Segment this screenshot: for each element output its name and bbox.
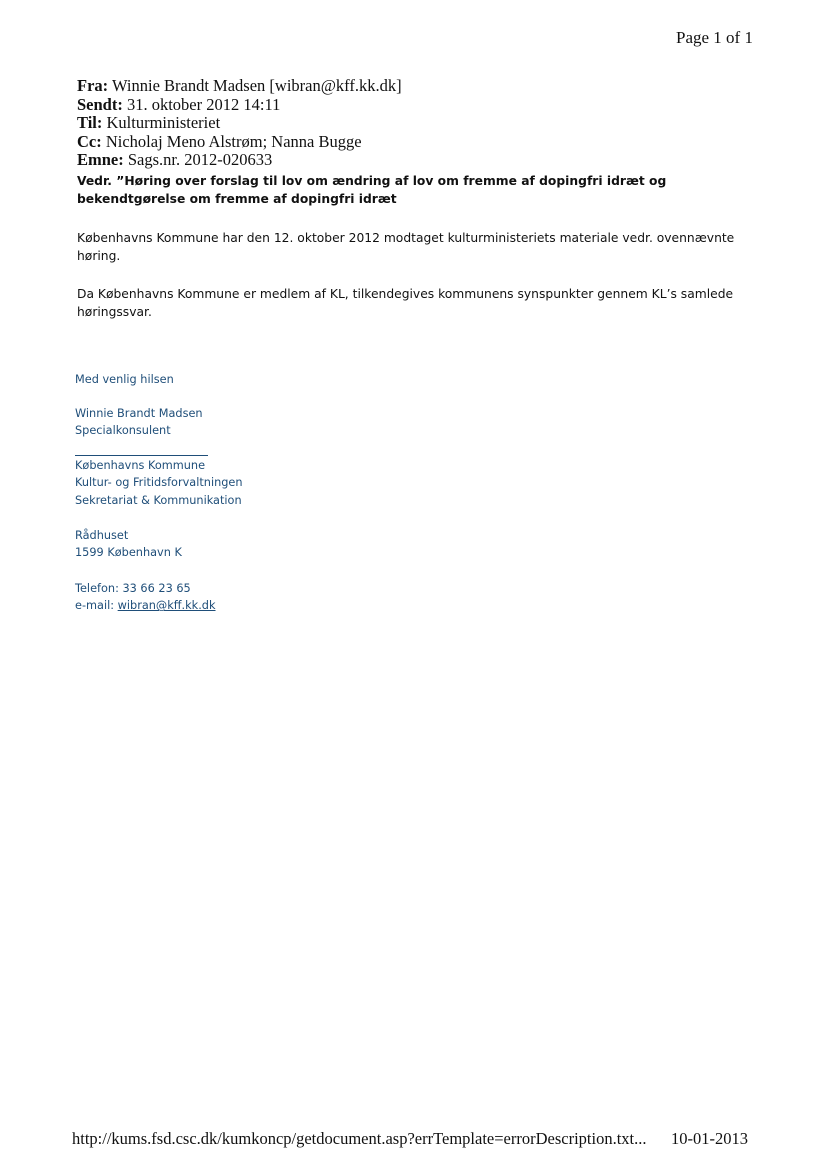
signature-email-line bbox=[75, 597, 216, 614]
footer-url: http://kums.fsd.csc.dk/kumkoncp/getdocument.asp?errTemplate=errorDescription.txt... bbox=[72, 1129, 647, 1148]
signature-name-block bbox=[75, 405, 203, 440]
to-value: Kulturministeriet bbox=[102, 113, 221, 132]
to-line bbox=[77, 114, 777, 133]
cc-value: Nicholaj Meno Alstrøm; Nanna Bugge bbox=[101, 131, 362, 151]
signature-address bbox=[75, 527, 182, 562]
signature-org-municipality: Københavns Kommune bbox=[75, 459, 206, 472]
signature-greeting: Med venlig hilsen bbox=[75, 373, 174, 386]
signature-phone: Telefon: 33 66 23 65 bbox=[75, 582, 191, 595]
signature-org-unit: Sekretariat & Kommunikation bbox=[75, 493, 242, 507]
email-header bbox=[77, 77, 777, 170]
cc-line bbox=[77, 133, 777, 152]
body-paragraph-2: Da Københavns Kommune er medlem af KL, tilkendegives kommunens synspunkter gennem KL’s samlede høringssvar. bbox=[77, 287, 734, 319]
signature-email-link[interactable]: wibran@kff.kk.dk bbox=[117, 599, 216, 613]
sent-value: 31. oktober 2012 14:11 bbox=[122, 94, 281, 114]
footer-date: 10-01-2013 bbox=[671, 1129, 748, 1148]
from-label: Fra: bbox=[77, 76, 109, 95]
signature-organization bbox=[75, 457, 243, 509]
signature-divider bbox=[75, 455, 208, 456]
subject-line: Vedr. ”Høring over forslag til lov om ændring af lov om fremme af dopingfri idræt og bekendtgørelse om fremme af dopingfri idræt bbox=[77, 174, 667, 206]
page-number: Page 1 of 1 bbox=[676, 28, 753, 47]
signature-contact bbox=[75, 580, 216, 615]
cc-label: Cc: bbox=[77, 131, 102, 151]
subject-value: Sags.nr. 2012-020633 bbox=[123, 150, 273, 169]
body-paragraph-1: Københavns Kommune har den 12. oktober 2012 modtaget kulturministeriets materiale vedr. ovennævnte høring. bbox=[77, 231, 735, 263]
signature-address-line-1: Rådhuset bbox=[75, 529, 129, 542]
signature-title: Specialkonsulent bbox=[75, 424, 171, 438]
sent-label: Sendt: bbox=[77, 94, 123, 114]
signature-org-department: Kultur- og Fritidsforvaltningen bbox=[75, 476, 243, 490]
signature-email-label: e-mail: bbox=[75, 599, 118, 613]
sent-line bbox=[77, 96, 777, 115]
from-line bbox=[77, 77, 777, 96]
to-label: Til: bbox=[77, 113, 103, 132]
signature-address-line-2: 1599 København K bbox=[75, 546, 182, 560]
from-value: Winnie Brandt Madsen [wibran@kff.kk.dk] bbox=[108, 76, 402, 95]
subject-label: Emne: bbox=[77, 150, 124, 169]
signature-name: Winnie Brandt Madsen bbox=[75, 407, 203, 420]
subject-header-line bbox=[77, 151, 777, 170]
